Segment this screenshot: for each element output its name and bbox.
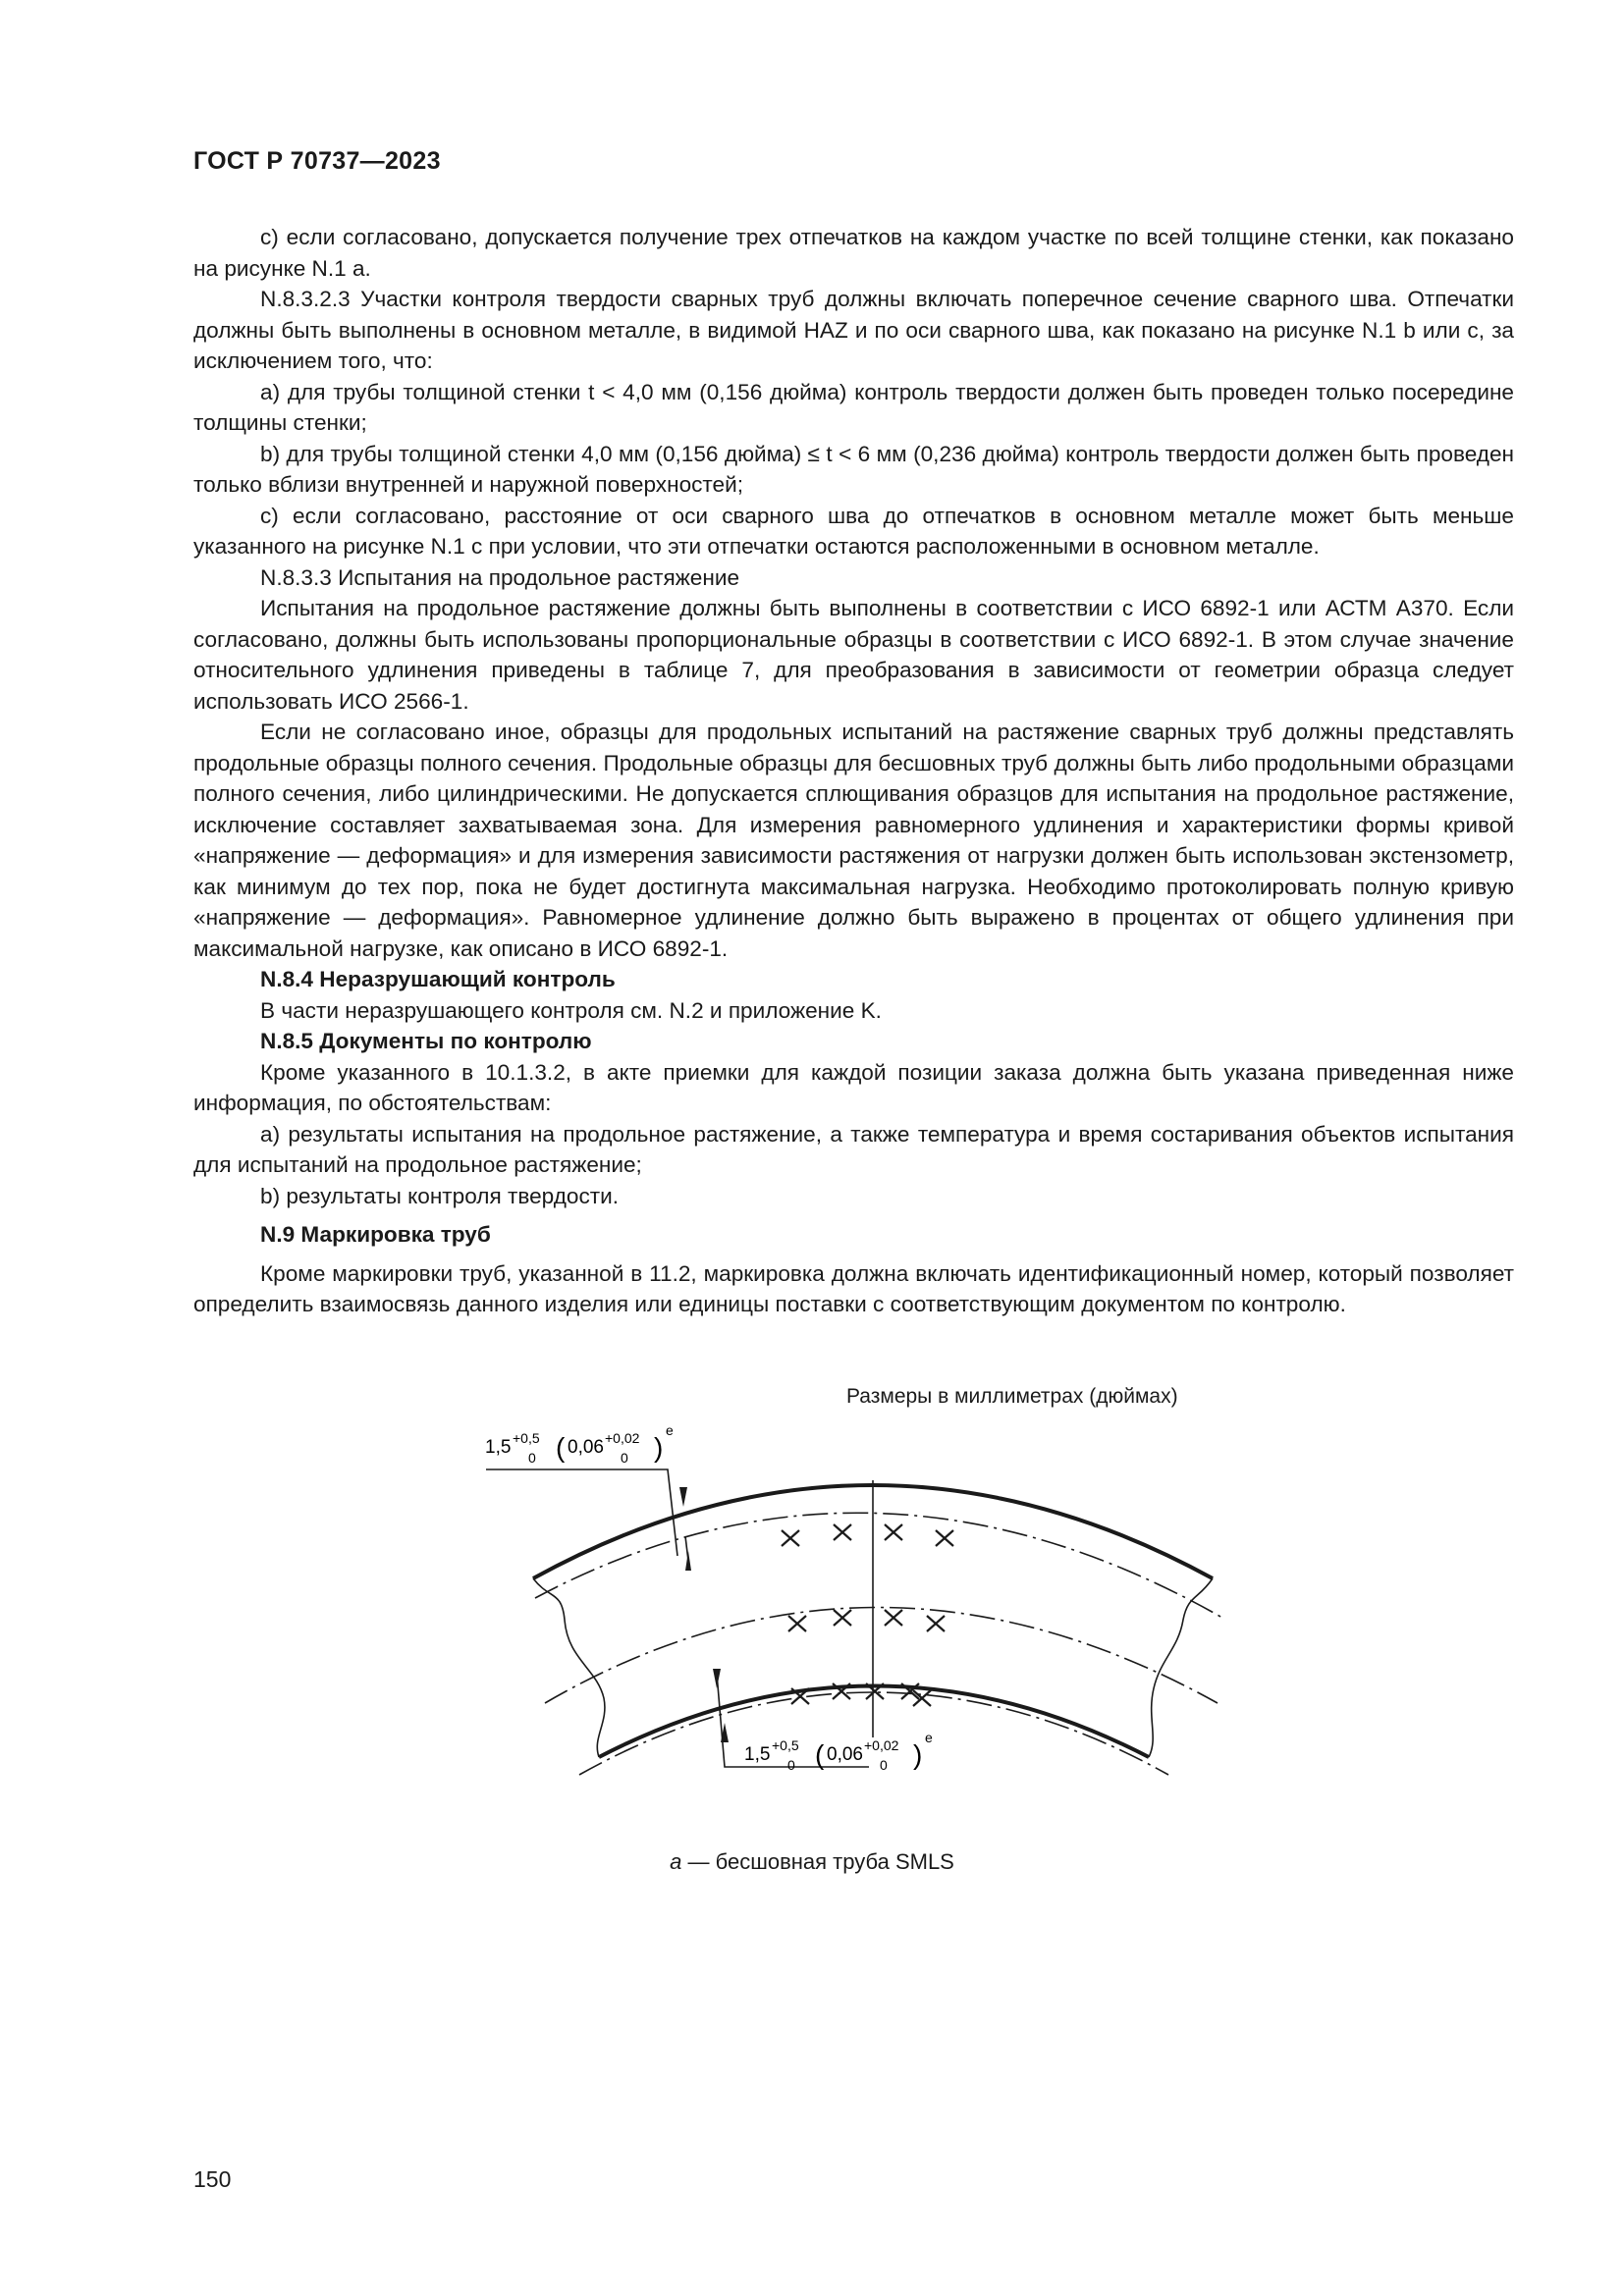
figure-caption xyxy=(0,1849,1624,1875)
upper-dim-inch-lower-tol: 0 xyxy=(621,1450,628,1466)
paragraph: N.8.3.2.3 Участки контроля твердости сварных труб должны включать поперечное сечение сварного шва. Отпечатки должны быть выполнены в основном металле, в видимой HAZ и по оси сварного шва, как показано на рисунке N.1 b или с, за исключением того, что: xyxy=(193,287,1514,373)
paragraph: Кроме маркировки труб, указанной в 11.2, маркировка должна включать идентификационный номер, который позволяет определить взаимосвязь данного изделия или единицы поставки с соответствующим документом по контролю. xyxy=(193,1260,1514,1316)
paragraph: Если не согласовано иное, образцы для продольных испытаний на растяжение сварных труб должны представлять продольные образцы полного сечения. Продольные образцы для бесшовных труб должны быть либо продольными образцами полного сечения, либо цилиндрическими. Не допускается сплющивания образцов для испытания на продольное растяжение, исключение составляет захватываемая зона. Для измерения равномерного удлинения и характеристики формы кривой «напряжение — деформация» и для измерения зависимости растяжения от нагрузки должен быть использован экстензометр, как минимум до тех пор, пока не будет достигнута максимальная нагрузка. Необходимо протоколировать полную кривую «напряжение — деформация». Равномерное удлинение должно быть выражено в процентах от общего удлинения при максимальной нагрузке, как описано в ИСО 6892-1. xyxy=(193,720,1514,961)
svg-text:(: ( xyxy=(556,1432,566,1463)
inner-dashdot-arc xyxy=(579,1692,1168,1775)
lower-dim-inch-upper-tol: +0,02 xyxy=(864,1737,899,1753)
indent-mark xyxy=(782,1530,799,1546)
indent-mark xyxy=(936,1530,953,1546)
paragraph: c) если согласовано, допускается получение трех отпечатков на каждом участке по всей толщине стенки, как показано на рисунке N.1 а. xyxy=(193,225,1514,281)
lower-dim-upper-tol: +0,5 xyxy=(772,1737,799,1753)
section-heading: N.8.5 Документы по контролю xyxy=(260,1029,592,1053)
paragraph: а) результаты испытания на продольное растяжение, а также температура и время состаривания объектов испытания для испытаний на продольное растяжение; xyxy=(193,1121,1514,1177)
upper-dim-note: e xyxy=(666,1422,674,1438)
lower-dim-value: 1,5 xyxy=(744,1744,771,1765)
indent-mark xyxy=(788,1616,806,1631)
paragraph: N.8.3.3 Испытания на продольное растяжение xyxy=(260,564,740,590)
upper-dim-inch: 0,06 xyxy=(568,1437,604,1458)
upper-arrow-icon xyxy=(679,1487,687,1507)
paragraph: c) если согласовано, расстояние от оси сварного шва до отпечатков в основном металле может быть меньше указанного на рисунке N.1 с при условии, что эти отпечатки остаются расположенными в основном металле. xyxy=(193,503,1514,559)
paragraph: Испытания на продольное растяжение должны быть выполнены в соответствии с ИСО 6892-1 или АСТМ А370. Если согласовано, должны быть использованы пропорциональные образцы в соответствии с ИСО 6892-1. В этом случае значение относительного удлинения приведены в таблице 7, для преобразования в зависимости от геометрии образца следует использовать ИСО 2566-1. xyxy=(193,596,1514,714)
indent-row-outer xyxy=(782,1524,953,1546)
caption-text: — бесшовная труба SMLS xyxy=(681,1849,954,1874)
right-break-line xyxy=(1149,1578,1213,1757)
lower-dim-lower-tol: 0 xyxy=(787,1757,795,1773)
indent-mark xyxy=(913,1690,931,1706)
lower-dim-note: e xyxy=(925,1730,933,1745)
indent-mark xyxy=(834,1524,851,1540)
middle-dashdot-arc xyxy=(545,1608,1218,1704)
paragraph: b) результаты контроля твердости. xyxy=(260,1183,619,1208)
upper-leader-line xyxy=(486,1469,677,1556)
left-break-line xyxy=(533,1578,605,1757)
document-header: ГОСТ Р 70737—2023 xyxy=(193,147,441,175)
paragraph: Кроме указанного в 10.1.3.2, в акте приемки для каждой позиции заказа должна быть указана приведенная ниже информация, по обстоятельствам: xyxy=(193,1059,1514,1115)
section-heading: N.9 Маркировка труб xyxy=(260,1222,491,1247)
upper-dim-inch-upper-tol: +0,02 xyxy=(605,1430,640,1446)
upper-dim-value: 1,5 xyxy=(485,1437,512,1458)
upper-dim-lower-tol: 0 xyxy=(528,1450,536,1466)
lower-dim-inch: 0,06 xyxy=(827,1744,863,1765)
indent-row-middle xyxy=(788,1610,945,1631)
paragraph: а) для трубы толщиной стенки t < 4,0 мм (0,156 дюйма) контроль твердости должен быть проведен только посередине толщины стенки; xyxy=(193,379,1514,435)
page-number: 150 xyxy=(193,2166,232,2192)
svg-text:): ) xyxy=(913,1739,923,1770)
lower-arrow-icon xyxy=(713,1669,721,1688)
indent-mark xyxy=(927,1616,945,1631)
svg-text:): ) xyxy=(654,1432,664,1463)
paragraph: b) для трубы толщиной стенки 4,0 мм (0,156 дюйма) ≤ t < 6 мм (0,236 дюйма) контроль твердости должен быть проведен только вблизи внутренней и наружной поверхностей; xyxy=(193,441,1514,497)
indent-mark xyxy=(834,1610,851,1626)
indent-mark xyxy=(885,1610,902,1626)
paragraph: В части неразрушающего контроля см. N.2 и приложение K. xyxy=(260,997,882,1023)
upper-dim-upper-tol: +0,5 xyxy=(513,1430,540,1446)
svg-text:(: ( xyxy=(815,1739,825,1770)
lower-dim-inch-lower-tol: 0 xyxy=(880,1757,888,1773)
section-heading: N.8.4 Неразрушающий контроль xyxy=(260,967,616,991)
caption-letter: а xyxy=(670,1849,682,1874)
figure-units-label: Размеры в миллиметрах (дюймах) xyxy=(846,1385,1178,1408)
indent-mark xyxy=(885,1524,902,1540)
